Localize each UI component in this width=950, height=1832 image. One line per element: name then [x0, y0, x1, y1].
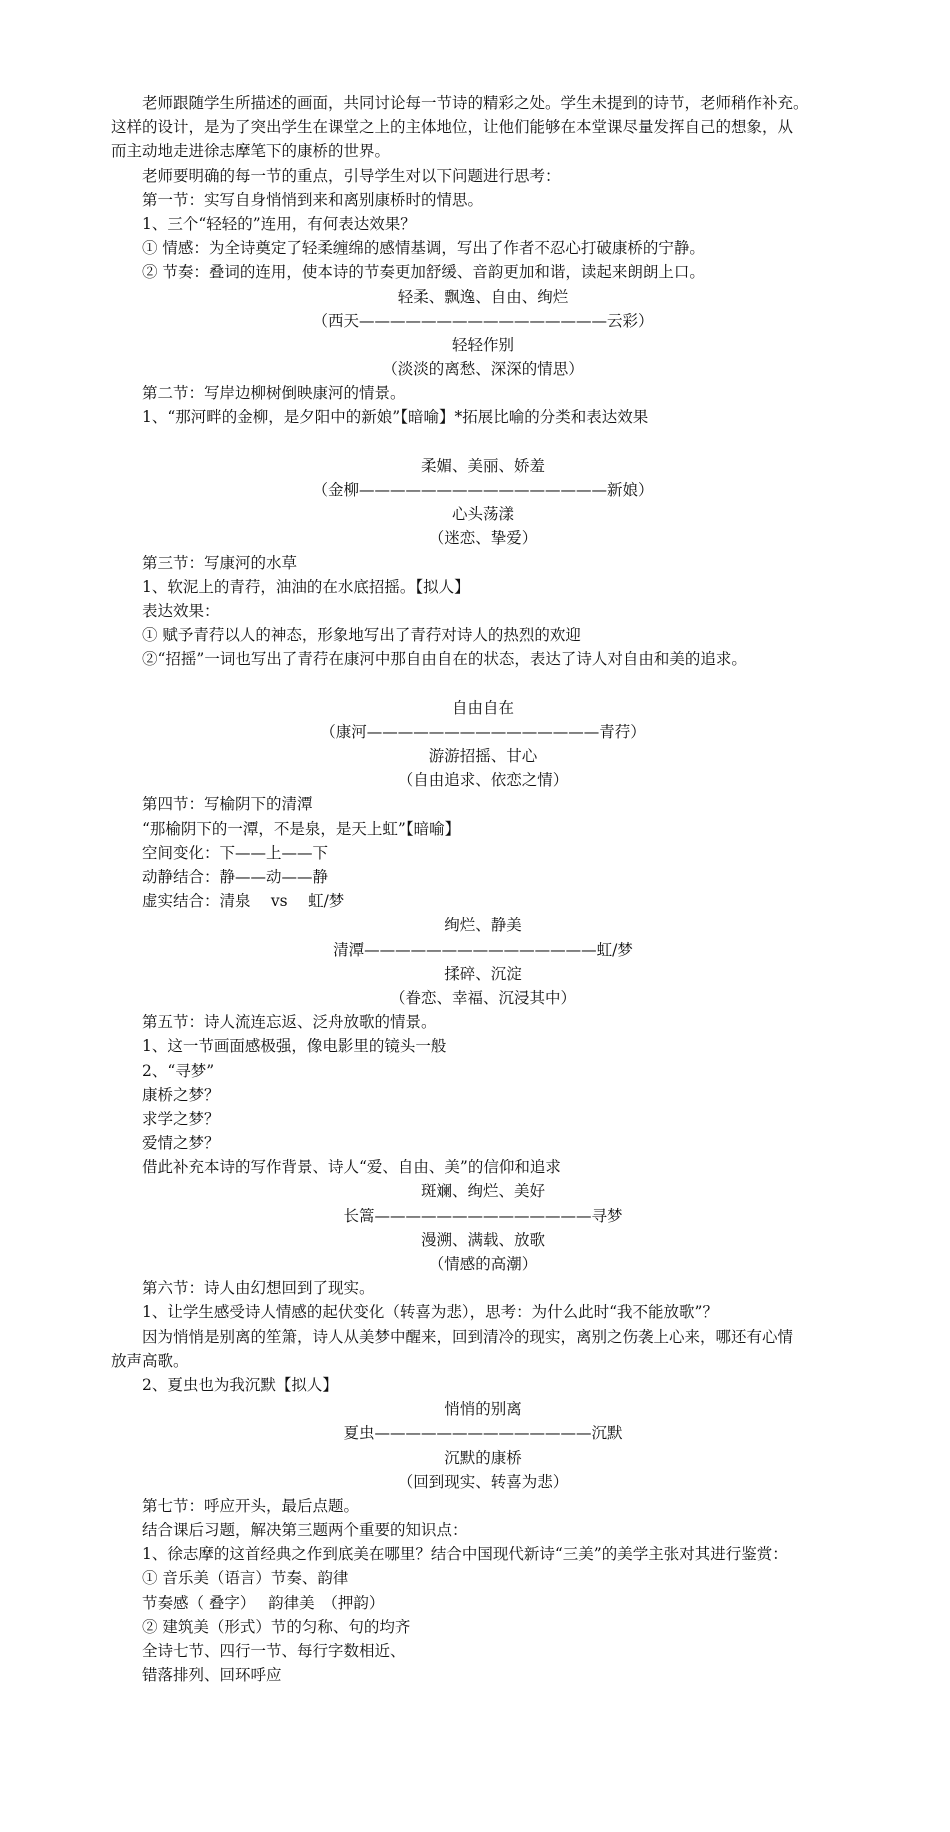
text-line: 1、让学生感受诗人情感的起伏变化（转喜为悲），思考：为什么此时“我不能放歌”？	[142, 1303, 718, 1322]
centered-diagram-line: 轻轻作别	[451, 335, 514, 354]
text-line: 放声高歌。	[111, 1351, 189, 1370]
text-line: 第三节：写康河的水草	[142, 553, 298, 572]
text-line: 空间变化：下——上——下	[142, 843, 329, 862]
blank-line	[111, 430, 855, 454]
text-line: 全诗七节、四行一节、每行字数相近、	[142, 1642, 406, 1660]
text-line: 第一节：实写自身悄悄到来和离别康桥时的情思。	[142, 190, 484, 209]
text-line: 2、“寻梦”	[142, 1061, 215, 1080]
centered-diagram-line: 漫溯、满载、放歌	[420, 1230, 545, 1249]
text-line: ① 音乐美（语言）节奏、韵律	[142, 1569, 349, 1588]
centered-diagram-line: 绚烂、静美	[444, 916, 522, 935]
text-line: 1、徐志摩的这首经典之作到底美在哪里？结合中国现代新诗“三美”的美学主张对其进行鉴赏：	[142, 1545, 788, 1564]
centered-diagram-line: 轻柔、飘逸、自由、绚烂	[397, 287, 569, 306]
text-line: 康桥之梦？	[142, 1085, 220, 1104]
centered-diagram-line: 清潭———————————————虹/梦	[333, 940, 633, 959]
centered-diagram-line: （淡淡的离愁、深深的情思）	[382, 360, 584, 379]
text-line: 动静结合：静——动——静	[142, 868, 329, 886]
centered-diagram-line: 柔媚、美丽、娇羞	[420, 456, 545, 475]
centered-diagram-line: 心头荡漾	[451, 505, 514, 524]
centered-diagram-line: （眷恋、幸福、沉浸其中）	[389, 988, 576, 1007]
text-line: 爱情之梦？	[142, 1134, 220, 1153]
text-line: ② 建筑美（形式）节的匀称、句的均齐	[142, 1617, 411, 1636]
centered-diagram-line: 斑斓、绚烂、美好	[420, 1182, 545, 1201]
centered-diagram-line: 揉碎、沉淀	[444, 964, 522, 983]
centered-diagram-line: 悄悄的别离	[444, 1400, 522, 1419]
text-line: 1、这一节画面感极强，像电影里的镜头一般	[142, 1037, 447, 1056]
text-line: 而主动地走进徐志摩笔下的康桥的世界。	[111, 142, 391, 161]
text-line: ②“招摇”一词也写出了青荇在康河中那自由自在的状态，表达了诗人对自由和美的追求。	[142, 650, 747, 669]
text-line: 错落排列、回环呼应	[142, 1666, 282, 1685]
text-line: 借此补充本诗的写作背景、诗人“爱、自由、美”的信仰和追求	[142, 1158, 561, 1177]
text-line: 结合课后习题，解决第三题两个重要的知识点：	[142, 1521, 468, 1540]
text-line: 因为悄悄是别离的笙箫，诗人从美梦中醒来，回到清冷的现实，离别之伤袭上心来，哪还有心情	[142, 1327, 794, 1346]
centered-diagram-line: （康河———————————————青荇）	[320, 722, 646, 741]
centered-diagram-line: 夏虫——————————————沉默	[343, 1424, 623, 1443]
blank-line	[111, 672, 855, 696]
text-line: 表达效果：	[142, 601, 220, 620]
text-line: ① 赋予青荇以人的神态，形象地写出了青荇对诗人的热烈的欢迎	[142, 626, 581, 645]
text-line: 节奏感（ 叠字） 韵律美 （押韵）	[142, 1593, 385, 1612]
text-line: 虚实结合：清泉 vs 虹/梦	[142, 892, 345, 911]
text-line: “那榆阴下的一潭，不是泉，是天上虹”【暗喻】	[142, 819, 461, 838]
centered-diagram-line: （回到现实、转喜为悲）	[397, 1472, 569, 1491]
centered-diagram-line: （金柳————————————————新娘）	[312, 481, 654, 499]
text-line: 第六节：诗人由幻想回到了现实。	[142, 1279, 375, 1298]
centered-diagram-line: 长篙——————————————寻梦	[343, 1206, 623, 1225]
text-line: 1、软泥上的青荇，油油的在水底招摇。【拟人】	[142, 577, 470, 596]
text-line: ② 节奏：叠词的连用，使本诗的节奏更加舒缓、音韵更加和谐，读起来朗朗上口。	[142, 263, 705, 282]
text-line: 1、三个“轻轻的”连用，有何表达效果？	[142, 214, 416, 233]
centered-diagram-line: 自由自在	[451, 698, 514, 717]
text-line: 第七节：呼应开头，最后点题。	[142, 1496, 360, 1515]
text-line: 1、“那河畔的金柳，是夕阳中的新娘”【暗喻】*拓展比喻的分类和表达效果	[142, 408, 649, 427]
text-line: 第二节：写岸边柳树倒映康河的情景。	[142, 384, 406, 403]
text-line: 求学之梦？	[142, 1109, 220, 1128]
centered-diagram-line: （西天————————————————云彩）	[312, 311, 654, 330]
text-line: ① 情感：为全诗奠定了轻柔缠绵的感情基调，写出了作者不忍心打破康桥的宁静。	[142, 239, 705, 258]
centered-diagram-line: 游游招摇、甘心	[428, 747, 538, 766]
text-line: 第四节：写榆阴下的清潭	[142, 795, 313, 814]
text-line: 2、夏虫也为我沉默【拟人】	[142, 1375, 338, 1394]
text-line: 这样的设计，是为了突出学生在课堂之上的主体地位，让他们能够在本堂课尽量发挥自己的想象，从	[111, 118, 794, 137]
centered-diagram-line: （迷恋、挚爱）	[428, 529, 538, 548]
centered-diagram-line: 沉默的康桥	[444, 1448, 522, 1467]
text-line: 第五节：诗人流连忘返、泛舟放歌的情景。	[142, 1013, 437, 1032]
centered-diagram-line: （情感的高潮）	[428, 1255, 538, 1273]
centered-diagram-line: （自由追求、依恋之情）	[397, 771, 569, 790]
text-line: 老师跟随学生所描述的画面，共同讨论每一节诗的精彩之处。学生未提到的诗节，老师稍作补充。	[142, 94, 809, 112]
text-line: 老师要明确的每一节的重点，引导学生对以下问题进行思考：	[142, 166, 561, 185]
